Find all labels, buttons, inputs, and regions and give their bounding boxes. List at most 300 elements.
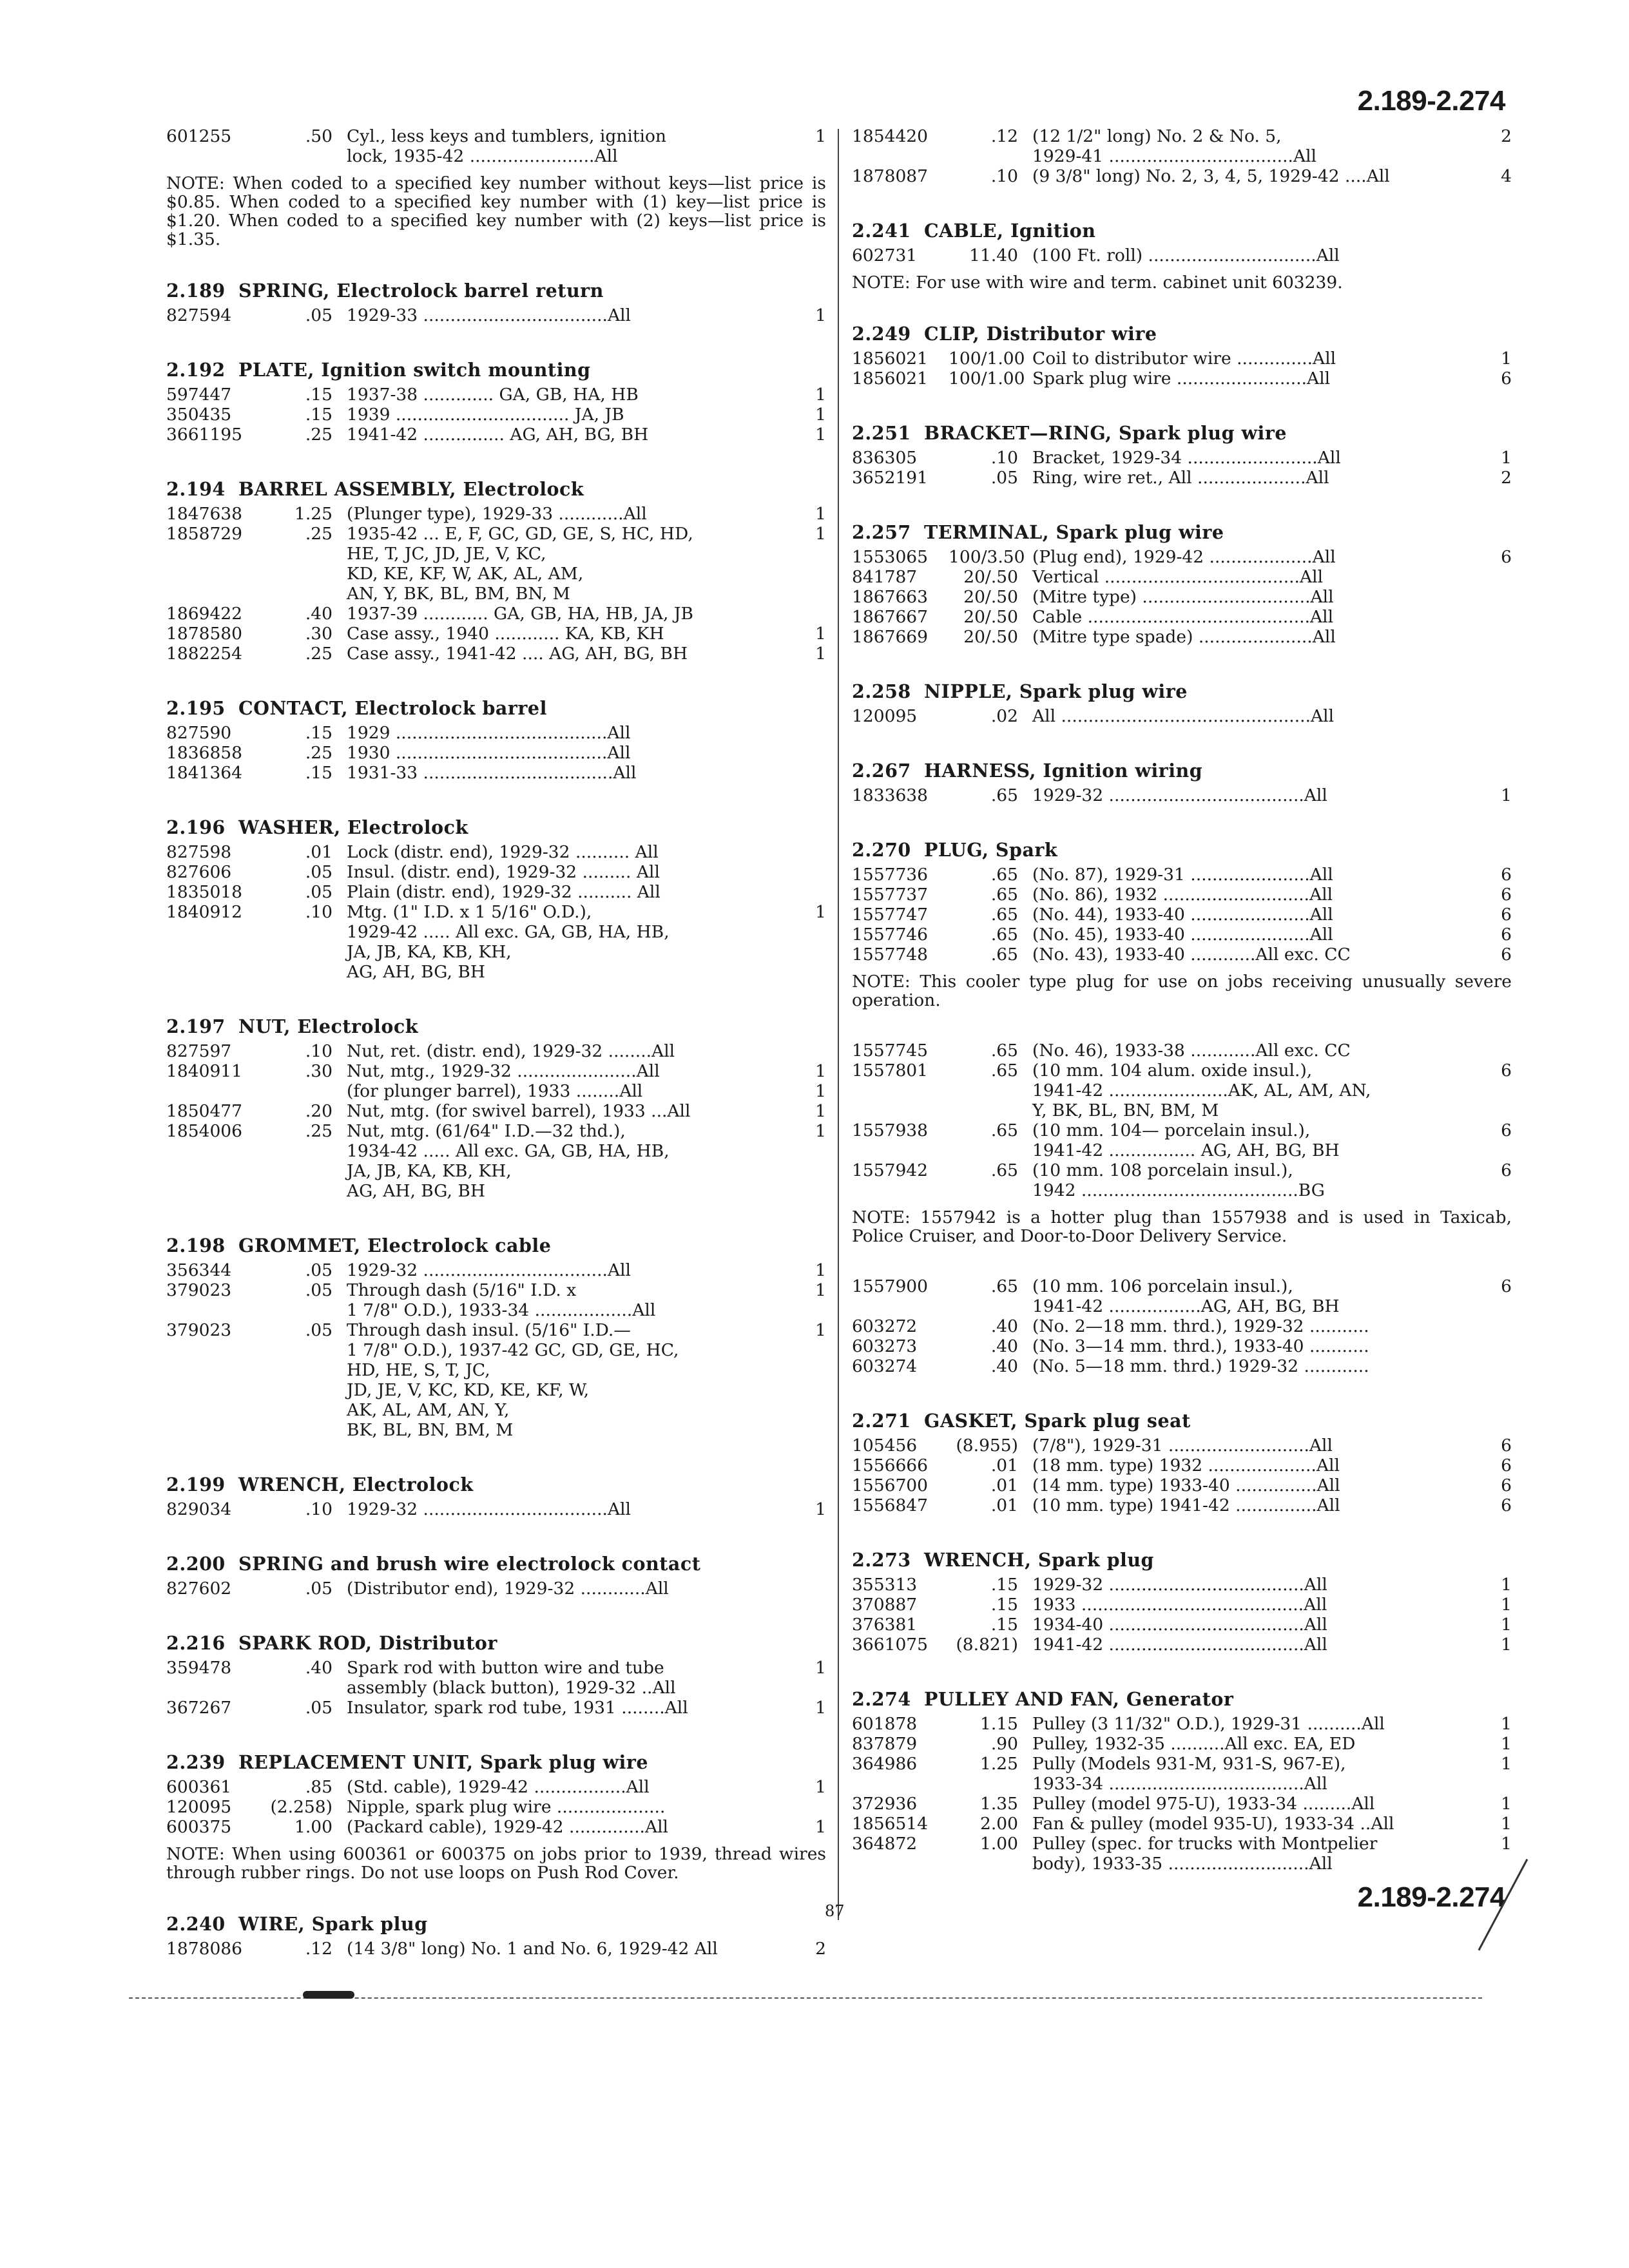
section-continued — [166, 126, 826, 249]
part-row — [852, 1356, 1512, 1376]
part-number: 1856514 — [852, 1814, 929, 1834]
section-heading — [166, 697, 826, 719]
part-row — [166, 524, 826, 604]
description: 1935-42 ... E, F, GC, GD, GE, S, HC, HD, HE, T, JC, JD, JE, V, KC, KD, KE, KF, W, AK, AL, AM, AN, Y, BK, BL, BM, BN, M — [347, 524, 693, 604]
quantity — [787, 1579, 826, 1599]
section-2-249 — [852, 323, 1512, 389]
section-number: 2.239 — [166, 1751, 226, 1773]
part-number: 1557745 — [852, 1041, 929, 1061]
price: .25 — [305, 743, 333, 763]
description: (No. 87), 1929-31 ......................All — [1032, 865, 1333, 885]
price: .05 — [305, 882, 333, 902]
part-row — [852, 1475, 1512, 1495]
section-heading — [166, 1632, 826, 1654]
section-2-274 — [852, 1688, 1512, 1874]
part-number: 355313 — [852, 1575, 918, 1595]
part-row — [166, 1499, 826, 1519]
price: (8.955) — [956, 1436, 1018, 1456]
quantity: 6 — [1501, 1495, 1512, 1515]
price: (2.258) — [270, 1797, 333, 1817]
description: (7/8"), 1929-31 ..........................All — [1032, 1436, 1333, 1456]
price: 1.00 — [979, 1834, 1018, 1854]
description: Case assy., 1941-42 .... AG, AH, BG, BH — [347, 644, 688, 664]
quantity: 1 — [1501, 1575, 1512, 1595]
part-row — [852, 1814, 1512, 1834]
part-row — [166, 882, 826, 902]
part-row — [852, 1575, 1512, 1595]
section-title: NIPPLE, Spark plug wire — [924, 680, 1188, 702]
quantity — [1473, 1336, 1512, 1356]
part-row — [852, 1635, 1512, 1655]
part-row — [166, 604, 826, 624]
part-row — [166, 405, 826, 425]
part-row — [852, 865, 1512, 885]
part-row — [852, 1495, 1512, 1515]
quantity: 1 — [815, 1320, 826, 1340]
price: .02 — [990, 706, 1018, 726]
section-heading — [166, 359, 826, 381]
section-title: WRENCH, Spark plug — [924, 1549, 1154, 1571]
part-row — [852, 126, 1512, 166]
section-heading — [852, 1688, 1512, 1710]
part-row — [852, 1714, 1512, 1734]
part-number: 836305 — [852, 448, 918, 468]
part-row — [166, 842, 826, 862]
section-number: 2.273 — [852, 1549, 911, 1571]
description: Bracket, 1929-34 ........................All — [1032, 448, 1341, 468]
page-range-top: 2.189-2.274 — [1357, 85, 1505, 117]
quantity: 6 — [1501, 1160, 1512, 1180]
description: (100 Ft. roll) ...............................All — [1032, 245, 1340, 265]
section-title: WIRE, Spark plug — [238, 1913, 428, 1935]
part-number: 1840911 — [166, 1061, 243, 1081]
price: 1.00 — [294, 1817, 333, 1837]
description: Case assy., 1940 ............ KA, KB, KH — [347, 624, 664, 644]
description: 1937-38 ............. GA, GB, HA, HB — [347, 385, 639, 405]
quantity: 1 — [815, 1260, 826, 1280]
part-number: 827597 — [166, 1041, 232, 1061]
section-number: 2.249 — [852, 323, 911, 345]
section-2-273 — [852, 1549, 1512, 1655]
part-number: 370887 — [852, 1595, 918, 1615]
part-row — [166, 305, 826, 325]
part-row — [852, 706, 1512, 726]
price: .40 — [990, 1316, 1018, 1336]
price: .12 — [305, 1939, 333, 1959]
description: (18 mm. type) 1932 ....................All — [1032, 1456, 1340, 1475]
quantity: 1 — [815, 385, 826, 405]
quantity — [1473, 245, 1512, 265]
price: 100/1.00 — [949, 369, 1025, 389]
price: .10 — [990, 448, 1018, 468]
note: NOTE: 1557942 is a hotter plug than 1557938 and is used in Taxicab, Police Cruiser, and Door-to-Door Delivery Service. — [852, 1207, 1512, 1246]
price: .25 — [305, 524, 333, 544]
description: (Std. cable), 1929-42 .................All — [347, 1777, 650, 1797]
price: .65 — [990, 1276, 1018, 1296]
price: .50 — [305, 126, 333, 146]
part-number: 827590 — [166, 723, 232, 743]
price: 1.25 — [979, 1754, 1018, 1774]
part-row — [166, 1041, 826, 1061]
part-number: 1557938 — [852, 1120, 929, 1140]
section-heading — [166, 280, 826, 302]
section-heading — [166, 1751, 826, 1773]
part-number: 1557737 — [852, 885, 929, 905]
quantity: 1 — [815, 902, 826, 922]
part-row — [166, 126, 826, 166]
description: (Packard cable), 1929-42 ..............All — [347, 1817, 669, 1837]
price: .05 — [305, 1579, 333, 1599]
price: .65 — [990, 925, 1018, 945]
section-2-251 — [852, 422, 1512, 488]
part-number: 1556666 — [852, 1456, 929, 1475]
quantity: 1 — [815, 504, 826, 524]
price: 1.15 — [979, 1714, 1018, 1734]
section-2-189 — [166, 280, 826, 325]
description: 1929-33 ..................................All — [347, 305, 631, 325]
part-number: 1867663 — [852, 587, 929, 607]
description: Pulley (3 11/32" O.D.), 1929-31 ..........All — [1032, 1714, 1385, 1734]
quantity: 6 — [1501, 547, 1512, 567]
description: Lock (distr. end), 1929-32 .......... All — [347, 842, 659, 862]
description: Pulley (model 975-U), 1933-34 .........All — [1032, 1794, 1375, 1814]
quantity — [1473, 607, 1512, 627]
quantity: 1 — [1501, 1754, 1512, 1774]
price: 11.40 — [969, 245, 1018, 265]
part-number: 1854420 — [852, 126, 929, 146]
note: NOTE: This cooler type plug for use on jobs receiving unusually severe operation. — [852, 972, 1512, 1010]
part-number: 827598 — [166, 842, 232, 862]
quantity: 6 — [1501, 925, 1512, 945]
price: .10 — [305, 1499, 333, 1519]
quantity: 4 — [1501, 166, 1512, 186]
part-number: 1858729 — [166, 524, 243, 544]
price: .05 — [305, 862, 333, 882]
section-2-192 — [166, 359, 826, 445]
quantity: 6 — [1501, 905, 1512, 925]
part-number: 1836858 — [166, 743, 243, 763]
part-row — [852, 1436, 1512, 1456]
section-title: CABLE, Ignition — [924, 220, 1096, 242]
price: .15 — [990, 1575, 1018, 1595]
section-title: GROMMET, Electrolock cable — [238, 1235, 552, 1256]
part-row — [852, 1336, 1512, 1356]
part-number: 1556700 — [852, 1475, 929, 1495]
part-number: 1835018 — [166, 882, 243, 902]
section-title: NUT, Electrolock — [238, 1015, 418, 1037]
quantity: 2 — [1501, 468, 1512, 488]
description: Coil to distributor wire ..............All — [1032, 349, 1336, 369]
section-heading — [166, 1474, 826, 1495]
section-2-195 — [166, 697, 826, 783]
description: 1933 .........................................All — [1032, 1595, 1327, 1615]
part-number: 1557801 — [852, 1061, 929, 1081]
part-row — [166, 644, 826, 664]
part-row — [166, 425, 826, 445]
description: Nipple, spark plug wire .................... — [347, 1797, 666, 1817]
section-title: HARNESS, Ignition wiring — [924, 760, 1203, 782]
part-row — [166, 504, 826, 524]
section-heading — [852, 323, 1512, 345]
quantity: 1 — [815, 425, 826, 445]
section-number: 2.189 — [166, 280, 226, 302]
quantity: 6 — [1501, 1456, 1512, 1475]
description: (10 mm. 108 porcelain insul.), 1942 ........................................BG — [1032, 1160, 1325, 1200]
price: .25 — [305, 644, 333, 664]
description: (10 mm. 106 porcelain insul.), 1941-42 .................AG, AH, BG, BH — [1032, 1276, 1340, 1316]
part-row — [852, 166, 1512, 186]
quantity: 1 — [1501, 1714, 1512, 1734]
section-number: 2.274 — [852, 1688, 911, 1710]
description: (12 1/2" long) No. 2 & No. 5, 1929-41 ..................................All — [1032, 126, 1317, 166]
section-continued — [852, 126, 1512, 186]
part-row — [166, 624, 826, 644]
description: Spark rod with button wire and tube assembly (black button), 1929-32 ..All — [347, 1658, 676, 1698]
part-number: 379023 — [166, 1320, 232, 1340]
quantity: 1 — [1501, 1615, 1512, 1635]
description: (10 mm. 104— porcelain insul.), 1941-42 ................ AG, AH, BG, BH — [1032, 1120, 1340, 1160]
description: (Plunger type), 1929-33 ............All — [347, 504, 647, 524]
description: 1934-40 ....................................All — [1032, 1615, 1327, 1635]
part-number: 3661195 — [166, 425, 243, 445]
page-number: 87 — [825, 1902, 845, 1920]
price: 2.00 — [979, 1814, 1018, 1834]
part-number: 1869422 — [166, 604, 243, 624]
description: Vertical ....................................All — [1032, 567, 1324, 587]
price: .10 — [305, 1041, 333, 1061]
part-number: 350435 — [166, 405, 232, 425]
part-number: 603274 — [852, 1356, 918, 1376]
section-number: 2.251 — [852, 422, 911, 444]
price: .05 — [305, 1698, 333, 1718]
section-2-198 — [166, 1235, 826, 1440]
price: .30 — [305, 624, 333, 644]
price: .65 — [990, 1120, 1018, 1140]
part-row — [166, 1260, 826, 1280]
section-title: PLUG, Spark — [924, 839, 1058, 861]
part-number: 600375 — [166, 1817, 232, 1837]
part-row — [166, 1939, 826, 1959]
part-number: 120095 — [166, 1797, 232, 1817]
description: Nut, mtg., 1929-32 ......................All (for plunger barrel), 1933 ........All — [347, 1061, 660, 1101]
price: .65 — [990, 1061, 1018, 1081]
part-number: 1557942 — [852, 1160, 929, 1180]
description: (10 mm. type) 1941-42 ...............All — [1032, 1495, 1340, 1515]
part-row — [852, 1276, 1512, 1316]
section-heading — [166, 478, 826, 500]
part-number: 367267 — [166, 1698, 232, 1718]
description: Through dash (5/16" I.D. x 1 7/8" O.D.), 1933-34 ..................All — [347, 1280, 656, 1320]
price: .05 — [305, 1260, 333, 1280]
part-row — [852, 1734, 1512, 1754]
part-number: 1854006 — [166, 1121, 243, 1141]
description: (No. 46), 1933-38 ............All exc. CC — [1032, 1041, 1351, 1061]
section-number: 2.267 — [852, 760, 911, 782]
quantity: 6 — [1501, 1120, 1512, 1140]
section-2-240 — [166, 1913, 826, 1959]
price: .15 — [305, 723, 333, 743]
quantity — [787, 1041, 826, 1061]
description: Pulley (spec. for trucks with Montpelier body), 1933-35 ..........................All — [1032, 1834, 1378, 1874]
section-2-270 — [852, 839, 1512, 1376]
part-number: 1856021 — [852, 369, 929, 389]
price: 20/.50 — [963, 607, 1018, 627]
price: .05 — [305, 1280, 333, 1300]
section-number: 2.197 — [166, 1015, 226, 1037]
part-row — [852, 945, 1512, 965]
price: .01 — [305, 842, 333, 862]
quantity — [1473, 706, 1512, 726]
description: (No. 2—18 mm. thrd.), 1929-32 ........... — [1032, 1316, 1369, 1336]
section-heading — [852, 220, 1512, 242]
part-number: 1867669 — [852, 627, 929, 647]
section-title: PULLEY AND FAN, Generator — [924, 1688, 1234, 1710]
section-title: PLATE, Ignition switch mounting — [238, 359, 591, 381]
note: NOTE: When coded to a specified key number without keys—list price is $0.85. When coded to a specified key number with (1) key—list price is $1.20. When coded to a specified key number with (2) keys—list price is $1.35. — [166, 173, 826, 249]
part-number: 1882254 — [166, 644, 243, 664]
section-2-257 — [852, 521, 1512, 647]
price: .30 — [305, 1061, 333, 1081]
part-row — [852, 885, 1512, 905]
price: 100/1.00 — [949, 349, 1025, 369]
part-row — [166, 723, 826, 743]
part-number: 1557746 — [852, 925, 929, 945]
quantity: 1 — [815, 1777, 826, 1797]
section-heading — [852, 680, 1512, 702]
section-heading — [852, 1549, 1512, 1571]
section-number: 2.192 — [166, 359, 226, 381]
part-number: 105456 — [852, 1436, 918, 1456]
part-number: 1850477 — [166, 1101, 243, 1121]
price: (8.821) — [956, 1635, 1018, 1655]
description: (No. 3—14 mm. thrd.), 1933-40 ........... — [1032, 1336, 1369, 1356]
ink-blot — [303, 1991, 354, 1999]
section-heading — [852, 839, 1512, 861]
description: (Distributor end), 1929-32 ............All — [347, 1579, 669, 1599]
quantity: 1 — [1501, 1794, 1512, 1814]
description: Nut, ret. (distr. end), 1929-32 ........All — [347, 1041, 675, 1061]
part-row — [852, 627, 1512, 647]
section-title: WASHER, Electrolock — [238, 816, 468, 838]
section-number: 2.270 — [852, 839, 911, 861]
description: Pully (Models 931-M, 931-S, 967-E), 1933-34 ....................................All — [1032, 1754, 1346, 1794]
section-number: 2.241 — [852, 220, 911, 242]
section-title: BRACKET—RING, Spark plug wire — [924, 422, 1287, 444]
part-number: 1557736 — [852, 865, 929, 885]
description: (No. 43), 1933-40 ............All exc. CC — [1032, 945, 1351, 965]
part-number: 602731 — [852, 245, 918, 265]
price: .85 — [305, 1777, 333, 1797]
note: NOTE: When using 600361 or 600375 on jobs prior to 1939, thread wires through rubber rings. Do not use loops on Push Rod Cover. — [166, 1844, 826, 1883]
quantity: 1 — [815, 1101, 826, 1121]
quantity: 1 — [815, 405, 826, 425]
description: Nut, mtg. (61/64" I.D.—32 thd.), 1934-42 ..... All exc. GA, GB, HA, HB, JA, JB, KA, KB, KH, AG, AH, BG, BH — [347, 1121, 670, 1201]
quantity: 1 — [815, 524, 826, 544]
section-2-194 — [166, 478, 826, 664]
price: .15 — [305, 763, 333, 783]
part-row — [166, 1797, 826, 1817]
section-heading — [166, 1015, 826, 1037]
description: Cyl., less keys and tumblers, ignition lock, 1935-42 .......................All — [347, 126, 666, 166]
price: .25 — [305, 1121, 333, 1141]
section-number: 2.257 — [852, 521, 911, 543]
quantity — [787, 604, 826, 624]
quantity: 6 — [1501, 945, 1512, 965]
description: (Mitre type spade) .....................All — [1032, 627, 1336, 647]
part-number: 601878 — [852, 1714, 918, 1734]
price: .15 — [990, 1615, 1018, 1635]
quantity: 6 — [1501, 885, 1512, 905]
quantity: 6 — [1501, 865, 1512, 885]
price: .12 — [990, 126, 1018, 146]
part-row — [166, 1101, 826, 1121]
section-heading — [166, 1235, 826, 1256]
price: .65 — [990, 885, 1018, 905]
quantity — [787, 882, 826, 902]
part-row — [166, 1817, 826, 1837]
part-row — [166, 902, 826, 982]
description: 1929-32 ....................................All — [1032, 1575, 1327, 1595]
part-row — [852, 1456, 1512, 1475]
part-number: 603272 — [852, 1316, 918, 1336]
part-number: 841787 — [852, 567, 918, 587]
part-number: 1833638 — [852, 785, 929, 805]
part-number: 1856021 — [852, 349, 929, 369]
price: .01 — [990, 1475, 1018, 1495]
part-number: 1878580 — [166, 624, 243, 644]
section-title: SPARK ROD, Distributor — [238, 1632, 497, 1654]
part-number: 601255 — [166, 126, 232, 146]
description: (No. 5—18 mm. thrd.) 1929-32 ............ — [1032, 1356, 1369, 1376]
section-title: WRENCH, Electrolock — [238, 1474, 474, 1495]
price: .15 — [990, 1595, 1018, 1615]
section-heading — [852, 422, 1512, 444]
section-2-200 — [166, 1553, 826, 1599]
quantity: 1 — [1501, 1814, 1512, 1834]
section-2-239 — [166, 1751, 826, 1882]
price: .40 — [305, 604, 333, 624]
description: Through dash insul. (5/16" I.D.— 1 7/8" O.D.), 1937-42 GC, GD, GE, HC, HD, HE, S, T, JC, JD, JE, V, KC, KD, KE, KF, W, AK, AL, AM, AN, Y, BK, BL, BN, BM, M — [347, 1320, 679, 1440]
quantity: 1 — [815, 305, 826, 325]
part-number: 372936 — [852, 1794, 918, 1814]
part-row — [852, 349, 1512, 369]
part-row — [852, 607, 1512, 627]
quantity: 1 — [815, 1658, 826, 1678]
price: .90 — [990, 1734, 1018, 1754]
right-column — [852, 126, 1512, 1907]
part-number: 364986 — [852, 1754, 918, 1774]
description: 1937-39 ............ GA, GB, HA, HB, JA, JB — [347, 604, 693, 624]
quantity — [1473, 627, 1512, 647]
price: 20/.50 — [963, 567, 1018, 587]
price: .65 — [990, 905, 1018, 925]
part-number: 1878087 — [852, 166, 929, 186]
quantity: 1 — [1501, 1635, 1512, 1655]
quantity: 6 — [1501, 1436, 1512, 1456]
part-row — [852, 547, 1512, 567]
price: .10 — [305, 902, 333, 922]
quantity: 1 — [1501, 1834, 1512, 1854]
description: (Mitre type) ...............................All — [1032, 587, 1334, 607]
quantity: 6 — [1501, 1276, 1512, 1296]
part-number: 597447 — [166, 385, 232, 405]
quantity — [787, 723, 826, 743]
part-number: 1841364 — [166, 763, 243, 783]
section-heading — [852, 760, 1512, 782]
quantity: 1 — [1501, 349, 1512, 369]
part-number: 3661075 — [852, 1635, 929, 1655]
part-row — [166, 1320, 826, 1440]
